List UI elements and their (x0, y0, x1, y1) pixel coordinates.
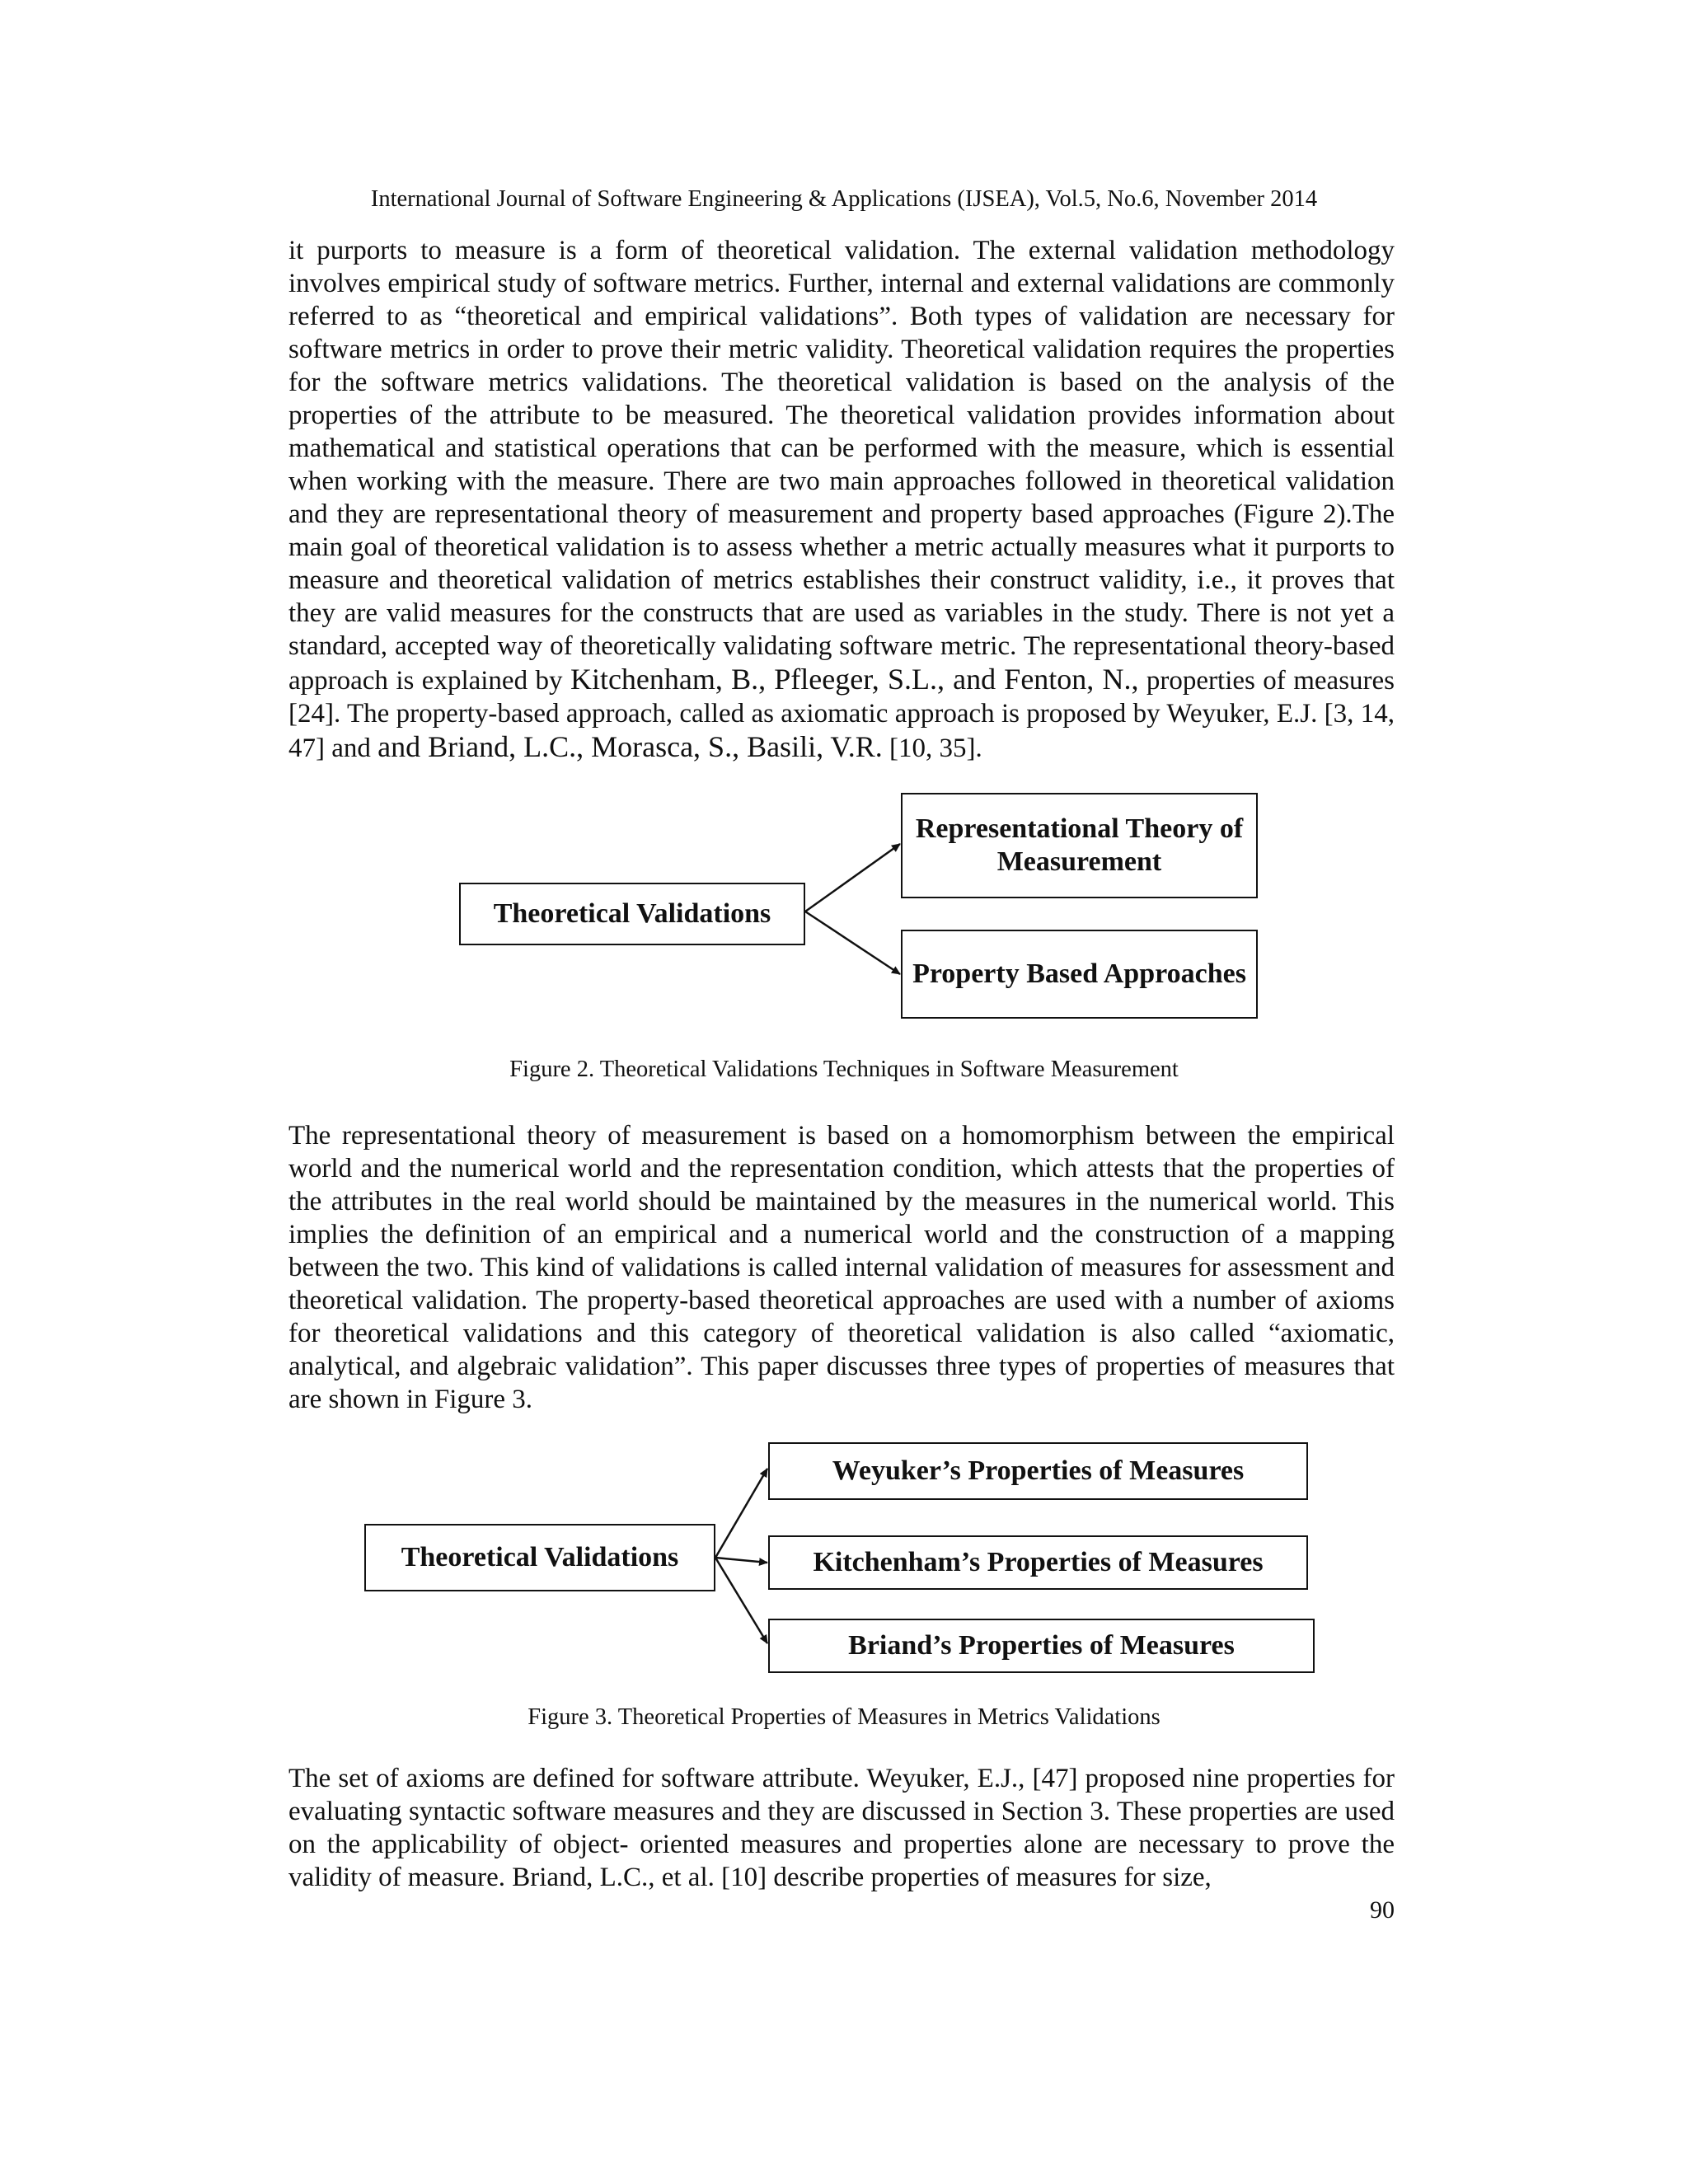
figure2-arrow-bottom (805, 912, 900, 974)
figure3-root-box (364, 1524, 715, 1591)
figure3-branch-3-label: Briand’s Properties of Measures (848, 1630, 1235, 1661)
figure3-branch-1-label: Weyuker’s Properties of Measures (832, 1455, 1245, 1486)
figure2-caption: Figure 2. Theoretical Validations Techniques in Software Measurement (509, 1057, 1179, 1082)
figure2-root-box (459, 883, 805, 945)
paragraph-1-text-c: [10, 35]. (889, 733, 982, 763)
figure2-arrow-top (805, 844, 900, 912)
figure3-arrow-3 (715, 1558, 767, 1643)
figure2-branch-bottom-label: Property Based Approaches (912, 958, 1246, 989)
body-paragraph-1 (288, 234, 1395, 765)
figure3-arrow-2 (715, 1558, 767, 1563)
paragraph-1-authors-b: and Briand, L.C., Morasca, S., Basili, V.R. (377, 730, 883, 763)
body-paragraph-3: The set of axioms are defined for software attribute. Weyuker, E.J., [47] proposed nine properties for evaluating syntactic software measures and they are discussed in Section 3. These properties are used on the applicability of object- oriented measures and properties alone are necessary to prove the validity of measure. Briand, L.C., et al. [10] describe properties of measures for size, (288, 1764, 1395, 1892)
figure3-branch-2-box (768, 1535, 1308, 1590)
figure3-branch-2-label: Kitchenham’s Properties of Measures (813, 1547, 1264, 1577)
figure3-branch-3-box (768, 1619, 1315, 1673)
body-paragraph-2: The representational theory of measurement is based on a homomorphism between the empirical world and the numerical world and the representation condition, which attests that the properties of the attributes in the real world should be maintained by the measures in the numerical world. This implies the definition of an empirical and a numerical world and the construction of a mapping between the two. This kind of validations is called internal validation of measures for assessment and theoretical validation. The property-based theoretical approaches are used with a number of axioms for theoretical validations and this category of theoretical validation is also called “axiomatic, analytical, and algebraic validation”. This paper discusses three types of properties of measures that are shown in Figure 3. (288, 1121, 1395, 1414)
page-number: 90 (1370, 1896, 1395, 1924)
running-header: International Journal of Software Engineering & Applications (IJSEA), Vol.5, No.6, November 2014 (370, 186, 1318, 212)
paragraph-1-authors-a: Kitchenham, B., Pfleeger, S.L., and Fenton, N., (570, 663, 1139, 696)
figure2-branch-top-box (901, 793, 1258, 898)
figure2-branch-top-label: Representational Theory of Measurement (915, 813, 1244, 877)
figure2-root-label: Theoretical Validations (493, 898, 771, 929)
figure3-caption: Figure 3. Theoretical Properties of Measures in Metrics Validations (528, 1704, 1160, 1730)
figure3-arrow-1 (715, 1469, 767, 1558)
figure3-root-label: Theoretical Validations (401, 1542, 679, 1572)
figure2-branch-bottom-box (901, 930, 1258, 1019)
paragraph-1-text-a: it purports to measure is a form of theoretical validation. The external validation methodology involves empirical study of software metrics. Further, internal and external validations are commonly referred to as “theoretical and empirical validations”. Both types of validation are necessary for software metrics in order to prove their metric validity. Theoretical validation requires the properties for the software metrics validations. The theoretical validation is based on the analysis of the properties of the attribute to be measured. The theoretical validation provides information about mathematical and statistical operations that can be performed with the measure, which is essential when working with the measure. There are two main approaches followed in theoretical validation and they are representational theory of measurement and property based approaches (Figure 2).The main goal of theoretical validation is to assess whether a metric actually measures what it purports to measure and theoretical validation of metrics establishes their construct validity, i.e., it proves that they are valid measures for the constructs that are used as variables in the study. There is not yet a standard, accepted way of theoretically validating software metric. The representational theory-based approach is explained by (288, 236, 1395, 696)
figure3-branch-1-box (768, 1442, 1308, 1500)
paragraph-1-text-b: properties of measures [24]. The property-based approach, called as axiomatic approach is proposed by Weyuker, E.J. [3, 14, 47] and (288, 666, 1395, 763)
